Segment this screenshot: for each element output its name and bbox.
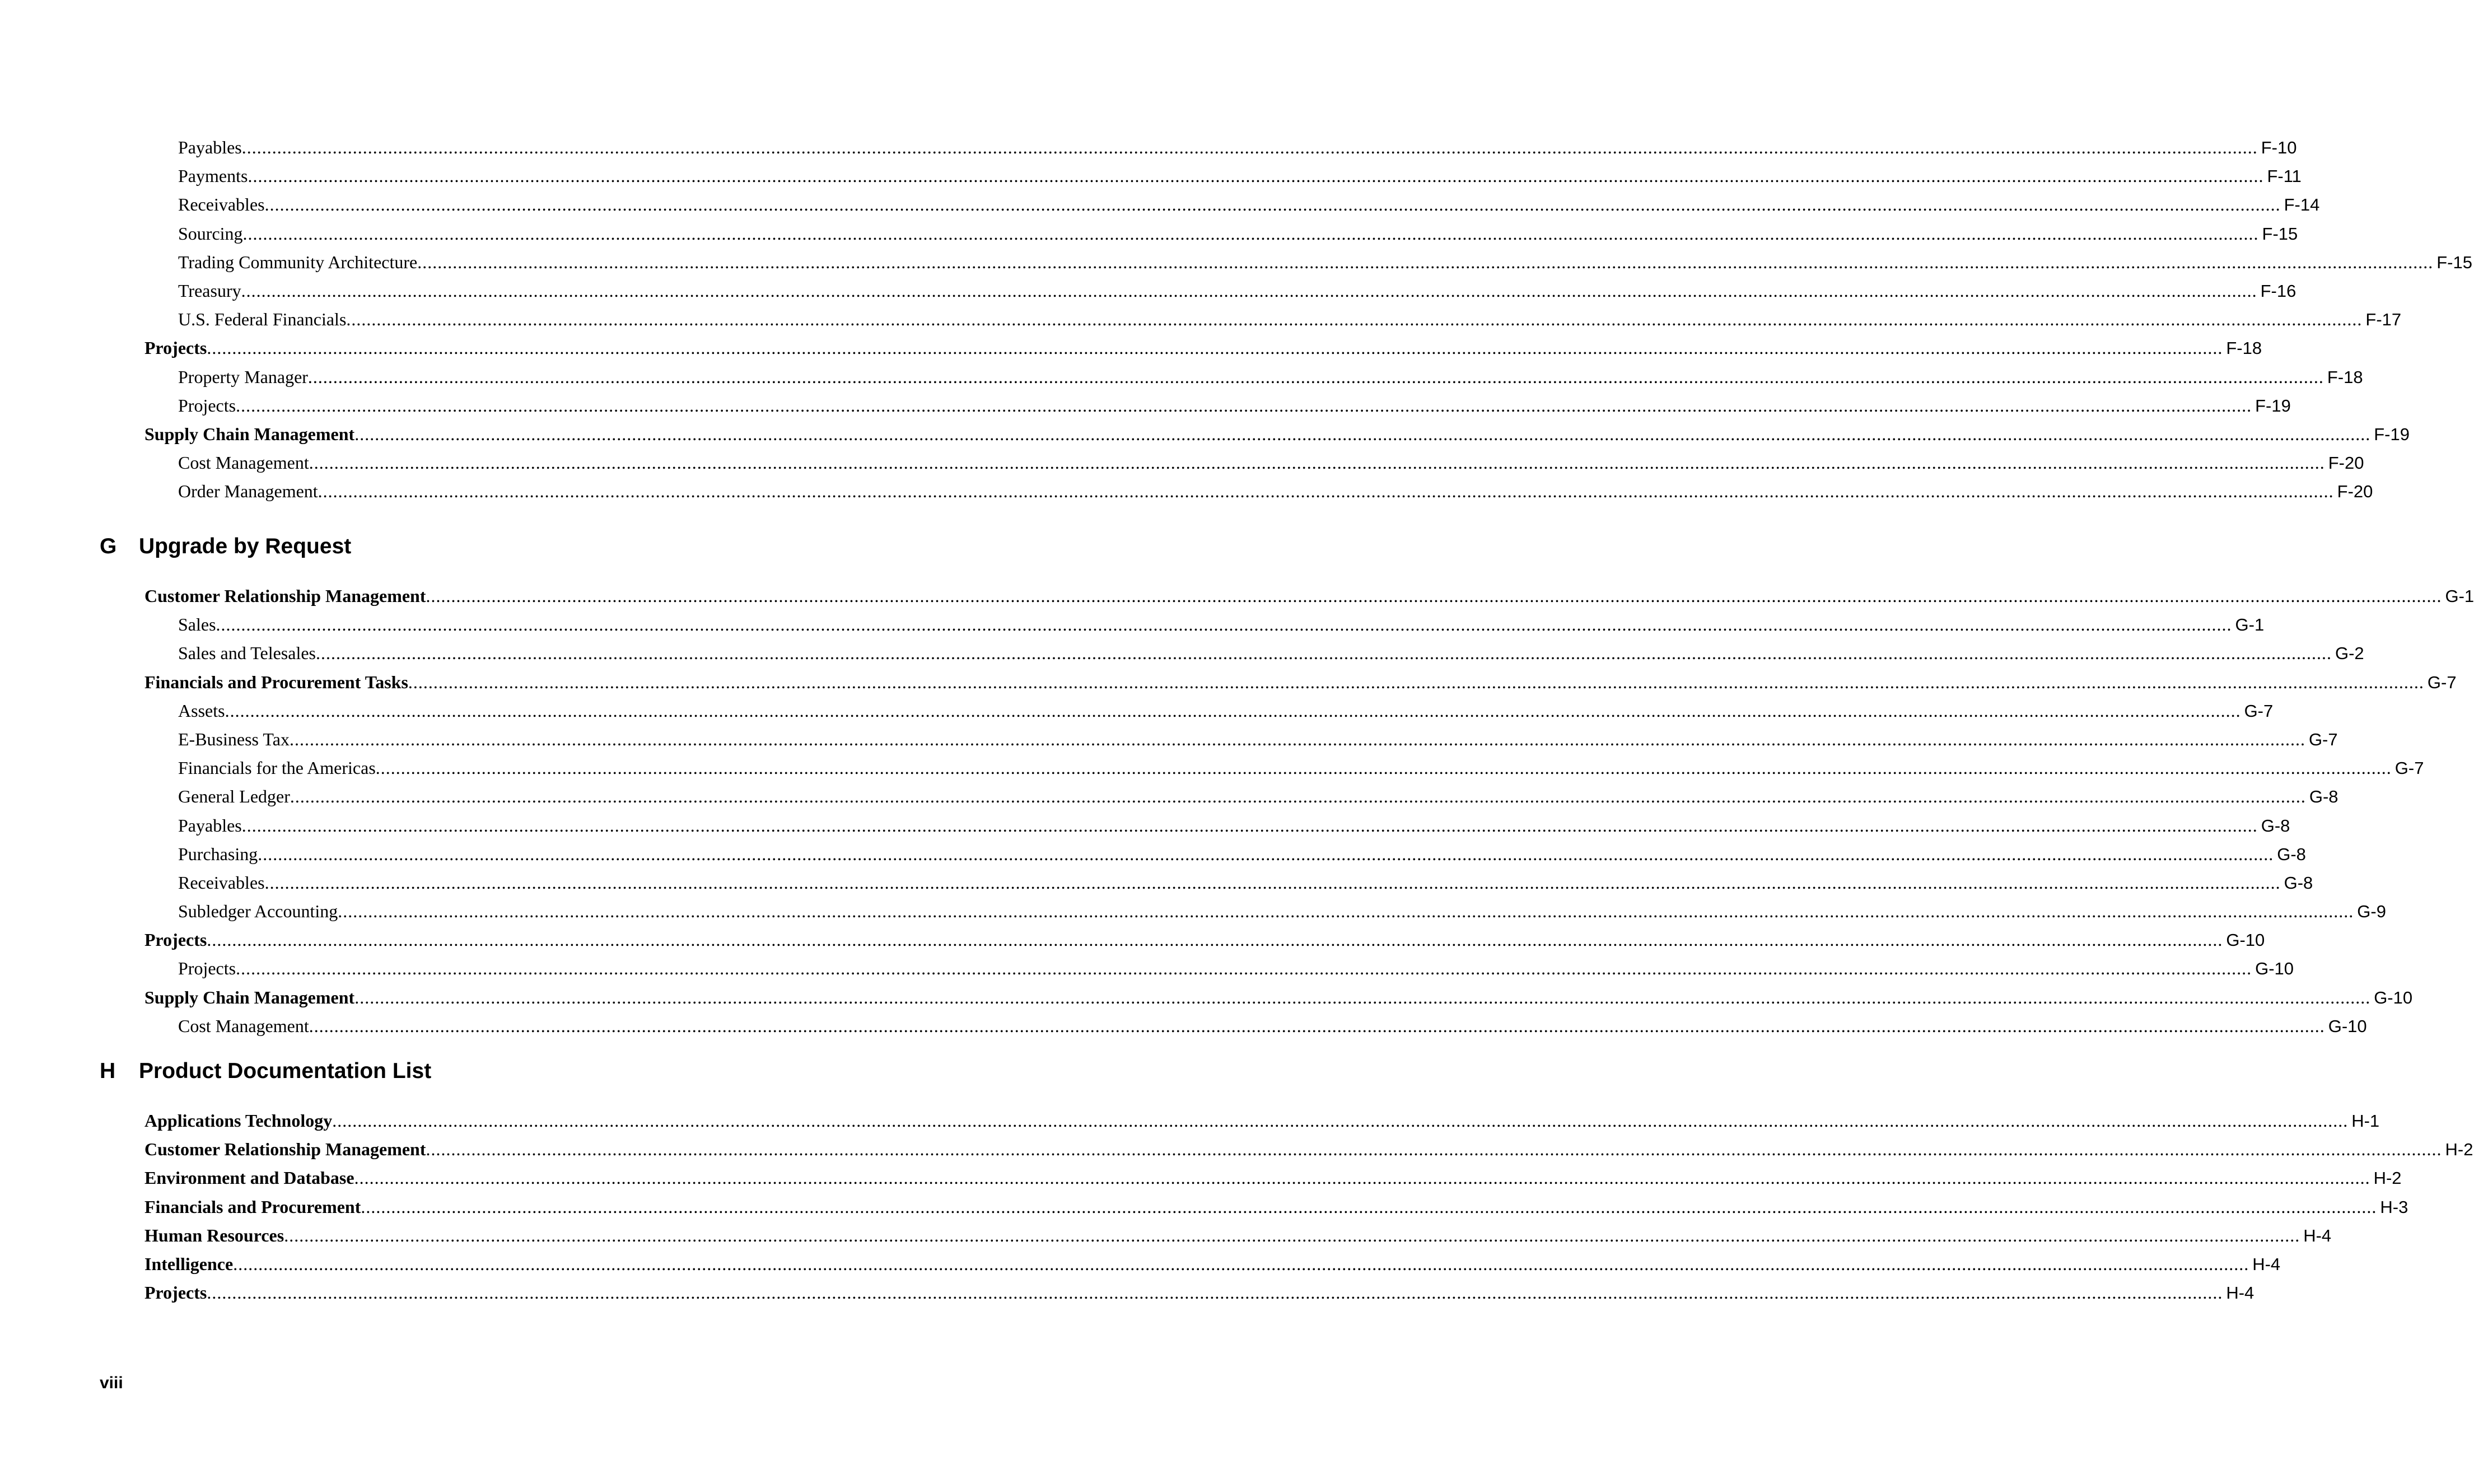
dot-leader: ................................................................................................................................................................................................................................................................................................................................................................................................................ xyxy=(284,1225,2300,1245)
dot-leader: ................................................................................................................................................................................................................................................................................................................................................................................................................ xyxy=(242,223,2259,244)
dot-leader: ................................................................................................................................................................................................................................................................................................................................................................................................................ xyxy=(309,1015,2325,1036)
toc-entry-title: Financials and Procurement xyxy=(144,1196,361,1217)
dot-leader: ................................................................................................................................................................................................................................................................................................................................................................................................................ xyxy=(307,366,2324,387)
dot-leader: ................................................................................................................................................................................................................................................................................................................................................................................................................ xyxy=(332,1110,2349,1131)
section-heading-h xyxy=(100,1057,431,1085)
toc-entry-page: G-8 xyxy=(2261,815,2290,836)
toc-entry[interactable] xyxy=(144,926,2265,954)
toc-entry[interactable] xyxy=(144,133,2297,162)
toc-entry-title: Payments xyxy=(178,166,248,186)
dot-leader: ................................................................................................................................................................................................................................................................................................................................................................................................................ xyxy=(309,452,2325,473)
toc-entry-page: G-7 xyxy=(2427,672,2457,692)
toc-entry-title: Order Management xyxy=(178,481,318,502)
toc-entry-page: H-2 xyxy=(2373,1168,2402,1188)
toc-entry-page: G-7 xyxy=(2308,729,2338,749)
dot-leader: ................................................................................................................................................................................................................................................................................................................................................................................................................ xyxy=(354,423,2371,444)
dot-leader: ................................................................................................................................................................................................................................................................................................................................................................................................................ xyxy=(207,1282,2223,1303)
toc-entry[interactable] xyxy=(144,639,2364,668)
toc-entry[interactable] xyxy=(144,334,2262,362)
toc-entry-page: G-8 xyxy=(2284,872,2313,893)
dot-leader: ................................................................................................................................................................................................................................................................................................................................................................................................................ xyxy=(258,843,2274,864)
dot-leader: ................................................................................................................................................................................................................................................................................................................................................................................................................ xyxy=(408,671,2424,692)
toc-entry-title: Payables xyxy=(178,815,242,836)
dot-leader: ................................................................................................................................................................................................................................................................................................................................................................................................................ xyxy=(289,729,2305,749)
toc-entry[interactable] xyxy=(144,1221,2332,1250)
toc-entry-page: F-15 xyxy=(2436,252,2472,272)
toc-entry-page: H-2 xyxy=(2445,1140,2473,1160)
toc-entry-page: F-20 xyxy=(2337,482,2373,502)
dot-leader: ................................................................................................................................................................................................................................................................................................................................................................................................................ xyxy=(354,987,2371,1007)
dot-leader: ................................................................................................................................................................................................................................................................................................................................................................................................................ xyxy=(248,166,2264,186)
toc-entry-page: F-18 xyxy=(2226,338,2262,358)
toc-entry-page: F-15 xyxy=(2262,223,2298,244)
toc-entry[interactable] xyxy=(144,248,2472,277)
toc-entry[interactable] xyxy=(144,697,2274,725)
toc-entry[interactable] xyxy=(144,305,2402,334)
toc-entry-title: E-Business Tax xyxy=(178,729,290,749)
toc-entry-title: Human Resources xyxy=(144,1225,284,1245)
toc-entry-title: Assets xyxy=(178,700,225,721)
toc-entry[interactable] xyxy=(144,1012,2367,1040)
toc-entry-title: Sales xyxy=(178,614,216,635)
toc-entry-title: Trading Community Architecture xyxy=(178,251,418,272)
dot-leader: ................................................................................................................................................................................................................................................................................................................................................................................................................ xyxy=(375,758,2392,778)
toc-entry-title: Financials for the Americas xyxy=(178,758,376,778)
toc-entry-title: Subledger Accounting xyxy=(178,901,338,922)
toc-entry-title: Cost Management xyxy=(178,452,309,473)
dot-leader: ................................................................................................................................................................................................................................................................................................................................................................................................................ xyxy=(318,481,2334,502)
toc-entry[interactable] xyxy=(144,162,2302,190)
toc-entry[interactable] xyxy=(144,449,2364,477)
toc-entry-page: H-4 xyxy=(2226,1283,2254,1303)
toc-entry-page: H-4 xyxy=(2252,1254,2281,1274)
toc-entry-page: G-1 xyxy=(2445,586,2474,606)
toc-entry[interactable] xyxy=(144,782,2338,811)
toc-entry[interactable] xyxy=(144,420,2410,449)
toc-entry-page: F-14 xyxy=(2284,195,2320,215)
toc-entry[interactable] xyxy=(144,1250,2281,1278)
toc-block-g xyxy=(144,582,2474,1040)
toc-entry-page: G-10 xyxy=(2328,1016,2367,1036)
dot-leader: ................................................................................................................................................................................................................................................................................................................................................................................................................ xyxy=(264,194,2281,215)
dot-leader: ................................................................................................................................................................................................................................................................................................................................................................................................................ xyxy=(225,700,2241,721)
toc-entry[interactable] xyxy=(144,610,2265,639)
toc-entry-page: F-18 xyxy=(2327,367,2363,387)
toc-entry-title: Projects xyxy=(178,395,236,416)
dot-leader: ................................................................................................................................................................................................................................................................................................................................................................................................................ xyxy=(216,614,2232,635)
dot-leader: ................................................................................................................................................................................................................................................................................................................................................................................................................ xyxy=(354,1168,2370,1188)
toc-entry[interactable] xyxy=(144,1193,2408,1221)
toc-entry-page: F-19 xyxy=(2255,395,2291,416)
dot-leader: ................................................................................................................................................................................................................................................................................................................................................................................................................ xyxy=(315,643,2332,664)
toc-entry-title: Receivables xyxy=(178,872,265,893)
dot-leader: ................................................................................................................................................................................................................................................................................................................................................................................................................ xyxy=(346,309,2363,330)
toc-entry[interactable] xyxy=(144,897,2386,926)
toc-entry-page: G-10 xyxy=(2374,987,2413,1007)
toc-entry-page: F-11 xyxy=(2267,166,2302,186)
section-heading-g xyxy=(100,533,351,561)
toc-entry-page: F-17 xyxy=(2365,310,2402,330)
dot-leader: ................................................................................................................................................................................................................................................................................................................................................................................................................ xyxy=(338,901,2354,922)
toc-entry-title: Customer Relationship Management xyxy=(144,586,426,606)
dot-leader: ................................................................................................................................................................................................................................................................................................................................................................................................................ xyxy=(236,958,2252,979)
toc-entry[interactable] xyxy=(144,725,2338,754)
toc-entry-title: Supply Chain Management xyxy=(144,423,355,444)
toc-block-h xyxy=(144,1107,2473,1307)
toc-entry-title: Environment and Database xyxy=(144,1168,354,1188)
toc-entry-title: Sourcing xyxy=(178,223,243,244)
toc-entry-title: Sales and Telesales xyxy=(178,643,316,664)
section-letter: G xyxy=(100,534,117,558)
toc-entry-title: Payables xyxy=(178,137,242,157)
dot-leader: ................................................................................................................................................................................................................................................................................................................................................................................................................ xyxy=(417,251,2434,272)
toc-entry[interactable] xyxy=(144,954,2294,983)
toc-entry-title: Cost Management xyxy=(178,1015,309,1036)
toc-entry-title: U.S. Federal Financials xyxy=(178,309,347,330)
dot-leader: ................................................................................................................................................................................................................................................................................................................................................................................................................ xyxy=(241,815,2258,836)
toc-entry[interactable] xyxy=(144,754,2424,782)
toc-entry-page: F-16 xyxy=(2260,281,2296,301)
dot-leader: ................................................................................................................................................................................................................................................................................................................................................................................................................ xyxy=(236,395,2252,416)
section-letter: H xyxy=(100,1059,116,1083)
toc-entry-title: Receivables xyxy=(178,194,265,215)
dot-leader: ................................................................................................................................................................................................................................................................................................................................................................................................................ xyxy=(207,930,2223,950)
toc-entry-title: Applications Technology xyxy=(144,1110,333,1131)
toc-entry[interactable] xyxy=(144,1107,2380,1135)
toc-entry-title: Projects xyxy=(178,958,236,979)
toc-entry-page: G-10 xyxy=(2226,930,2265,950)
toc-entry-page: H-3 xyxy=(2380,1197,2408,1217)
toc-entry-page: F-20 xyxy=(2328,453,2364,473)
toc-entry-title: General Ledger xyxy=(178,786,290,807)
toc-entry-page: G-10 xyxy=(2255,959,2294,979)
dot-leader: ................................................................................................................................................................................................................................................................................................................................................................................................................ xyxy=(426,586,2442,606)
toc-entry-title: Treasury xyxy=(178,280,241,301)
toc-entry-title: Projects xyxy=(144,930,207,950)
toc-entry-title: Customer Relationship Management xyxy=(144,1139,426,1160)
toc-entry-title: Intelligence xyxy=(144,1253,234,1274)
toc-entry-page: G-2 xyxy=(2335,643,2364,664)
toc-entry[interactable] xyxy=(144,277,2296,305)
section-title: Product Documentation List xyxy=(139,1059,432,1083)
toc-entry[interactable] xyxy=(144,190,2320,219)
toc-block-f xyxy=(144,133,2472,506)
dot-leader: ................................................................................................................................................................................................................................................................................................................................................................................................................ xyxy=(264,872,2281,893)
toc-entry-page: G-9 xyxy=(2357,902,2386,922)
toc-entry[interactable] xyxy=(144,840,2306,869)
toc-entry[interactable] xyxy=(144,1164,2402,1192)
toc-entry-page: F-10 xyxy=(2261,138,2297,157)
toc-entry[interactable] xyxy=(144,477,2373,506)
dot-leader: ................................................................................................................................................................................................................................................................................................................................................................................................................ xyxy=(361,1196,2377,1217)
toc-entry[interactable] xyxy=(144,1135,2473,1164)
toc-entry-title: Purchasing xyxy=(178,843,258,864)
toc-entry[interactable] xyxy=(144,363,2363,391)
page-number: viii xyxy=(100,1374,123,1392)
toc-entry[interactable] xyxy=(144,668,2457,697)
toc-entry[interactable] xyxy=(144,391,2291,420)
dot-leader: ................................................................................................................................................................................................................................................................................................................................................................................................................ xyxy=(241,137,2258,157)
toc-entry-page: G-8 xyxy=(2277,844,2306,864)
section-title: Upgrade by Request xyxy=(139,534,352,558)
toc-entry-title: Property Manager xyxy=(178,366,308,387)
toc-entry[interactable] xyxy=(144,220,2298,248)
dot-leader: ................................................................................................................................................................................................................................................................................................................................................................................................................ xyxy=(426,1139,2442,1160)
dot-leader: ................................................................................................................................................................................................................................................................................................................................................................................................................ xyxy=(241,280,2257,301)
toc-entry[interactable] xyxy=(144,1278,2254,1307)
dot-leader: ................................................................................................................................................................................................................................................................................................................................................................................................................ xyxy=(233,1253,2249,1274)
toc-entry[interactable] xyxy=(144,811,2290,840)
toc-entry-title: Projects xyxy=(144,1282,207,1303)
toc-entry[interactable] xyxy=(144,983,2413,1012)
dot-leader: ................................................................................................................................................................................................................................................................................................................................................................................................................ xyxy=(290,786,2306,807)
toc-entry-page: G-7 xyxy=(2244,701,2274,721)
toc-entry-title: Projects xyxy=(144,338,207,358)
toc-entry[interactable] xyxy=(144,869,2313,897)
toc-entry-page: G-8 xyxy=(2309,787,2338,807)
dot-leader: ................................................................................................................................................................................................................................................................................................................................................................................................................ xyxy=(207,338,2223,358)
toc-entry-title: Financials and Procurement Tasks xyxy=(144,671,408,692)
toc-entry-page: G-7 xyxy=(2394,758,2424,778)
toc-entry-page: H-1 xyxy=(2351,1111,2380,1131)
toc-entry-page: G-1 xyxy=(2235,615,2265,635)
toc-entry[interactable] xyxy=(144,582,2474,610)
toc-entry-page: F-19 xyxy=(2374,424,2410,444)
toc-entry-title: Supply Chain Management xyxy=(144,987,355,1007)
toc-entry-page: H-4 xyxy=(2303,1225,2332,1245)
